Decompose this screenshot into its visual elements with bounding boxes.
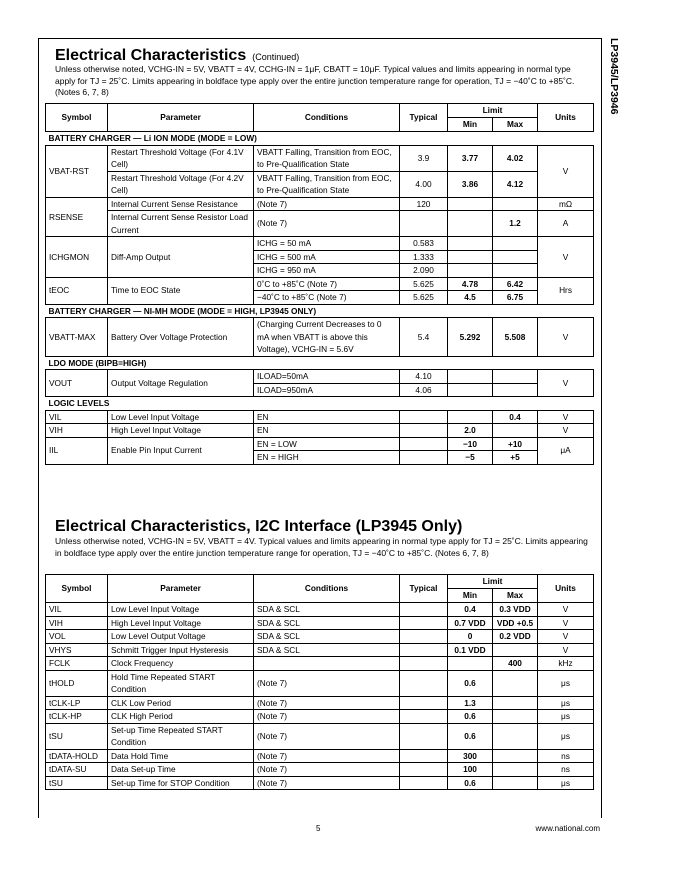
cell-cond: SDA & SCL [254,616,400,630]
cell-min: 0.4 [448,603,493,617]
i2c-characteristics-table [45,574,594,790]
table-cell: 0˚C to +85˚C (Note 7) [254,277,400,291]
table-cell: VBATT Falling, Transition from EOC, to Pre-Qualification State [254,145,400,171]
table-row [46,643,594,657]
table-cell: 2.090 [400,264,448,278]
cell-typ [400,696,448,710]
cell-units: μs [538,776,594,790]
cell-units: ns [538,763,594,777]
cell-min: 0.6 [448,670,493,696]
cell-max [493,776,538,790]
cell-min: 0.1 VDD [448,643,493,657]
cell-min: 0.7 VDD [448,616,493,630]
table-cell: 1.333 [400,250,448,264]
table-cell: Internal Current Sense Resistance [108,197,254,211]
cell-cond: (Note 7) [254,749,400,763]
table-cell: 5.625 [400,277,448,291]
col-max: Max [493,118,538,132]
table-cell: 4.12 [493,171,538,197]
cell-cond: (Note 7) [254,670,400,696]
cell-min: 100 [448,763,493,777]
table-row [46,763,594,777]
electrical-characteristics-table [45,103,594,465]
table-row [46,630,594,644]
cell-min: 0.6 [448,723,493,749]
table-cell [448,383,493,397]
table-cell: VBATT Falling, Transition from EOC, to Pre-Qualification State [254,171,400,197]
col-typical: Typical [400,104,448,132]
table-cell [493,370,538,384]
cell-typ [400,723,448,749]
table-row [46,696,594,710]
table-cell: IIL [46,437,108,464]
table-cell: tEOC [46,277,108,304]
table-cell [448,250,493,264]
cell-symbol: VHYS [46,643,108,657]
table-cell: 6.42 [493,277,538,291]
cell-max: VDD +0.5 [493,616,538,630]
table-cell: VOUT [46,370,108,397]
table-cell: 120 [400,197,448,211]
cell-param: CLK High Period [108,710,254,724]
cell-symbol: tHOLD [46,670,108,696]
table-cell [448,197,493,211]
cell-symbol: VOL [46,630,108,644]
cell-typ [400,776,448,790]
table-cell: BATTERY CHARGER — NI-MH MODE (MODE = HIGH, LP3945 ONLY) [46,304,594,318]
table-cell: Parameter [108,575,254,603]
cell-max: 0.2 VDD [493,630,538,644]
table-cell [448,237,493,251]
cell-units: V [538,603,594,617]
table-cell: ILOAD=950mA [254,383,400,397]
table-cell [448,370,493,384]
cell-max [493,670,538,696]
col-limit: Limit [448,104,538,118]
table-cell: 4.78 [448,277,493,291]
cell-cond: (Note 7) [254,710,400,724]
table-row [46,723,594,749]
table-cell: VIL [46,410,108,424]
cell-max [493,723,538,749]
table-cell: Internal Current Sense Resistor Load Current [108,211,254,237]
table-cell: V [538,424,594,438]
table-cell: High Level Input Voltage [108,424,254,438]
section2-title: Electrical Characteristics, I2C Interface (LP3945 Only) [55,518,463,535]
cell-units: μs [538,710,594,724]
cell-param: Low Level Input Voltage [108,603,254,617]
table-cell [448,264,493,278]
table-cell: Units [538,575,594,603]
table-cell [493,237,538,251]
table-row [46,749,594,763]
symbol-cell: VBAT-RST [46,145,108,197]
table-cell: mΩ [538,197,594,211]
col-units: Units [538,104,594,132]
table-cell: +5 [493,451,538,465]
table-cell: −5 [448,451,493,465]
cell-cond: (Note 7) [254,763,400,777]
cell-cond: SDA & SCL [254,630,400,644]
table-cell: Diff-Amp Output [108,237,254,278]
table-cell: V [538,370,594,397]
section1-intro: Unless otherwise noted, VCHG-IN = 5V, VBATT = 4V, CCHG-IN = 1μF, CBATT = 10μF. Typical values and limits appearing in normal type apply for TJ = 25˚C. Limits appearing in boldface type apply over the entire junction temperature range for operation, TJ = −40˚C to +85˚C. (Notes 6, 7, 8) [55,64,575,97]
col-min: Min [448,118,493,132]
footer-url: www.national.com [535,824,600,833]
table-cell: V [538,318,594,357]
table-cell: 5.292 [448,318,493,357]
table-cell: 0.4 [493,410,538,424]
table-cell: −10 [448,437,493,451]
table-cell [400,437,448,451]
table-cell: 4.10 [400,370,448,384]
table-cell: Conditions [254,575,400,603]
cell-param: Set-up Time for STOP Condition [108,776,254,790]
cell-typ [400,670,448,696]
cell-cond: SDA & SCL [254,643,400,657]
table-cell: 2.0 [448,424,493,438]
table-cell [448,211,493,237]
table-cell [400,410,448,424]
cell-symbol: tSU [46,776,108,790]
table-cell: LOGIC LEVELS [46,397,594,411]
table-cell: 5.625 [400,291,448,305]
cell-cond: (Note 7) [254,776,400,790]
table-cell: Low Level Input Voltage [108,410,254,424]
table-row [46,776,594,790]
cell-symbol: tCLK-HP [46,710,108,724]
cell-units: μs [538,670,594,696]
cell-param: Data Hold Time [108,749,254,763]
table-cell: EN [254,424,400,438]
table-cell: ICHG = 950 mA [254,264,400,278]
table-row [46,603,594,617]
table-cell: A [538,211,594,237]
cell-min: 0.6 [448,776,493,790]
cell-param: Hold Time Repeated START Condition [108,670,254,696]
section2-intro: Unless otherwise noted, VCHG-IN = 5V, VBATT = 4V. Typical values and limits appearing in normal type apply for TJ = 25˚C. Limits appearing in boldface type apply over the entire junction temperature range for operation, TJ = −40˚C to +85˚C. (Notes 6, 7, 8) [55,536,588,558]
cell-max [493,763,538,777]
section-heading: BATTERY CHARGER — Li ION MODE (MODE = LOW) [46,132,594,146]
cell-max: 0.3 VDD [493,603,538,617]
cell-min [448,657,493,671]
table-cell [493,197,538,211]
table-cell: 0.583 [400,237,448,251]
table-cell: VIH [46,424,108,438]
cell-typ [400,710,448,724]
table-cell: 5.508 [493,318,538,357]
table-row [46,670,594,696]
table-cell: Symbol [46,575,108,603]
table-cell [493,264,538,278]
cell-param: CLK Low Period [108,696,254,710]
cell-units: ns [538,749,594,763]
cell-symbol: tDATA-SU [46,763,108,777]
cell-units: V [538,616,594,630]
cell-min: 300 [448,749,493,763]
table-cell: V [538,237,594,278]
table-cell: (Charging Current Decreases to 0 mA when VBATT is above this Voltage), VCHG-IN = 5.6V [254,318,400,357]
table-cell: ILOAD=50mA [254,370,400,384]
cell-max: 400 [493,657,538,671]
table-cell: ICHG = 50 mA [254,237,400,251]
cell-max [493,643,538,657]
cell-typ [400,616,448,630]
table-cell: Min [448,589,493,603]
cell-typ [400,630,448,644]
cell-typ [400,603,448,617]
col-symbol: Symbol [46,104,108,132]
table-cell: EN = LOW [254,437,400,451]
cell-typ [400,749,448,763]
table-cell: VBATT-MAX [46,318,108,357]
table-cell: 4.06 [400,383,448,397]
cell-param: Set-up Time Repeated START Condition [108,723,254,749]
table-cell: (Note 7) [254,197,400,211]
table-row [46,616,594,630]
cell-cond: (Note 7) [254,696,400,710]
cell-min: 0.6 [448,710,493,724]
cell-max [493,749,538,763]
table-cell: −40˚C to +85˚C (Note 7) [254,291,400,305]
table-cell: 3.86 [448,171,493,197]
side-part-label: LP3945/LP3946 [608,38,620,115]
table-cell: EN [254,410,400,424]
cell-cond [254,657,400,671]
cell-typ [400,763,448,777]
cell-units: V [538,630,594,644]
cell-param: Clock Frequency [108,657,254,671]
table-cell: LDO MODE (BIPB=HIGH) [46,356,594,370]
table-cell: V [538,410,594,424]
col-parameter: Parameter [108,104,254,132]
cell-max [493,696,538,710]
cell-typ [400,657,448,671]
cell-units: μs [538,696,594,710]
table-cell: 4.5 [448,291,493,305]
cell-param: Data Set-up Time [108,763,254,777]
table-cell: μA [538,437,594,464]
table-cell: Restart Threshold Voltage (For 4.2V Cell) [108,171,254,197]
table-cell [493,424,538,438]
table-cell: 3.77 [448,145,493,171]
cell-units: kHz [538,657,594,671]
table-cell: Output Voltage Regulation [108,370,254,397]
table-cell: ICHGMON [46,237,108,278]
cell-max [493,710,538,724]
table-cell: 4.02 [493,145,538,171]
table-cell: Restart Threshold Voltage (For 4.1V Cell) [108,145,254,171]
table-cell: Max [493,589,538,603]
table-cell: RSENSE [46,197,108,237]
table-cell [400,211,448,237]
cell-param: Schmitt Trigger Input Hysteresis [108,643,254,657]
table-cell: +10 [493,437,538,451]
table-cell: 3.9 [400,145,448,171]
cell-param: High Level Input Voltage [108,616,254,630]
table-cell: Limit [448,575,538,589]
table-cell [400,424,448,438]
col-conditions: Conditions [254,104,400,132]
cell-param: Low Level Output Voltage [108,630,254,644]
table-row [46,657,594,671]
cell-symbol: VIH [46,616,108,630]
cell-cond: SDA & SCL [254,603,400,617]
table-cell: Enable Pin Input Current [108,437,254,464]
cell-symbol: tCLK-LP [46,696,108,710]
table-cell: Hrs [538,277,594,304]
cell-cond: (Note 7) [254,723,400,749]
table-row [46,710,594,724]
table-cell [493,383,538,397]
table-cell: Typical [400,575,448,603]
cell-symbol: VIL [46,603,108,617]
cell-units: V [538,643,594,657]
table-cell: Battery Over Voltage Protection [108,318,254,357]
cell-symbol: FCLK [46,657,108,671]
table-cell [400,451,448,465]
cell-min: 1.3 [448,696,493,710]
table-cell: 1.2 [493,211,538,237]
table-cell: 5.4 [400,318,448,357]
cell-min: 0 [448,630,493,644]
table-cell [493,250,538,264]
cell-typ [400,643,448,657]
table-cell: ICHG = 500 mA [254,250,400,264]
page-number: 5 [316,824,321,833]
cell-symbol: tDATA-HOLD [46,749,108,763]
table-cell: 4.00 [400,171,448,197]
table-cell: Time to EOC State [108,277,254,304]
cell-units: μs [538,723,594,749]
table-cell [448,410,493,424]
table-cell: V [538,145,594,197]
table-cell: 6.75 [493,291,538,305]
cell-symbol: tSU [46,723,108,749]
section1-title: Electrical Characteristics (Continued) [55,47,300,64]
table-cell: EN = HIGH [254,451,400,465]
table-cell: (Note 7) [254,211,400,237]
